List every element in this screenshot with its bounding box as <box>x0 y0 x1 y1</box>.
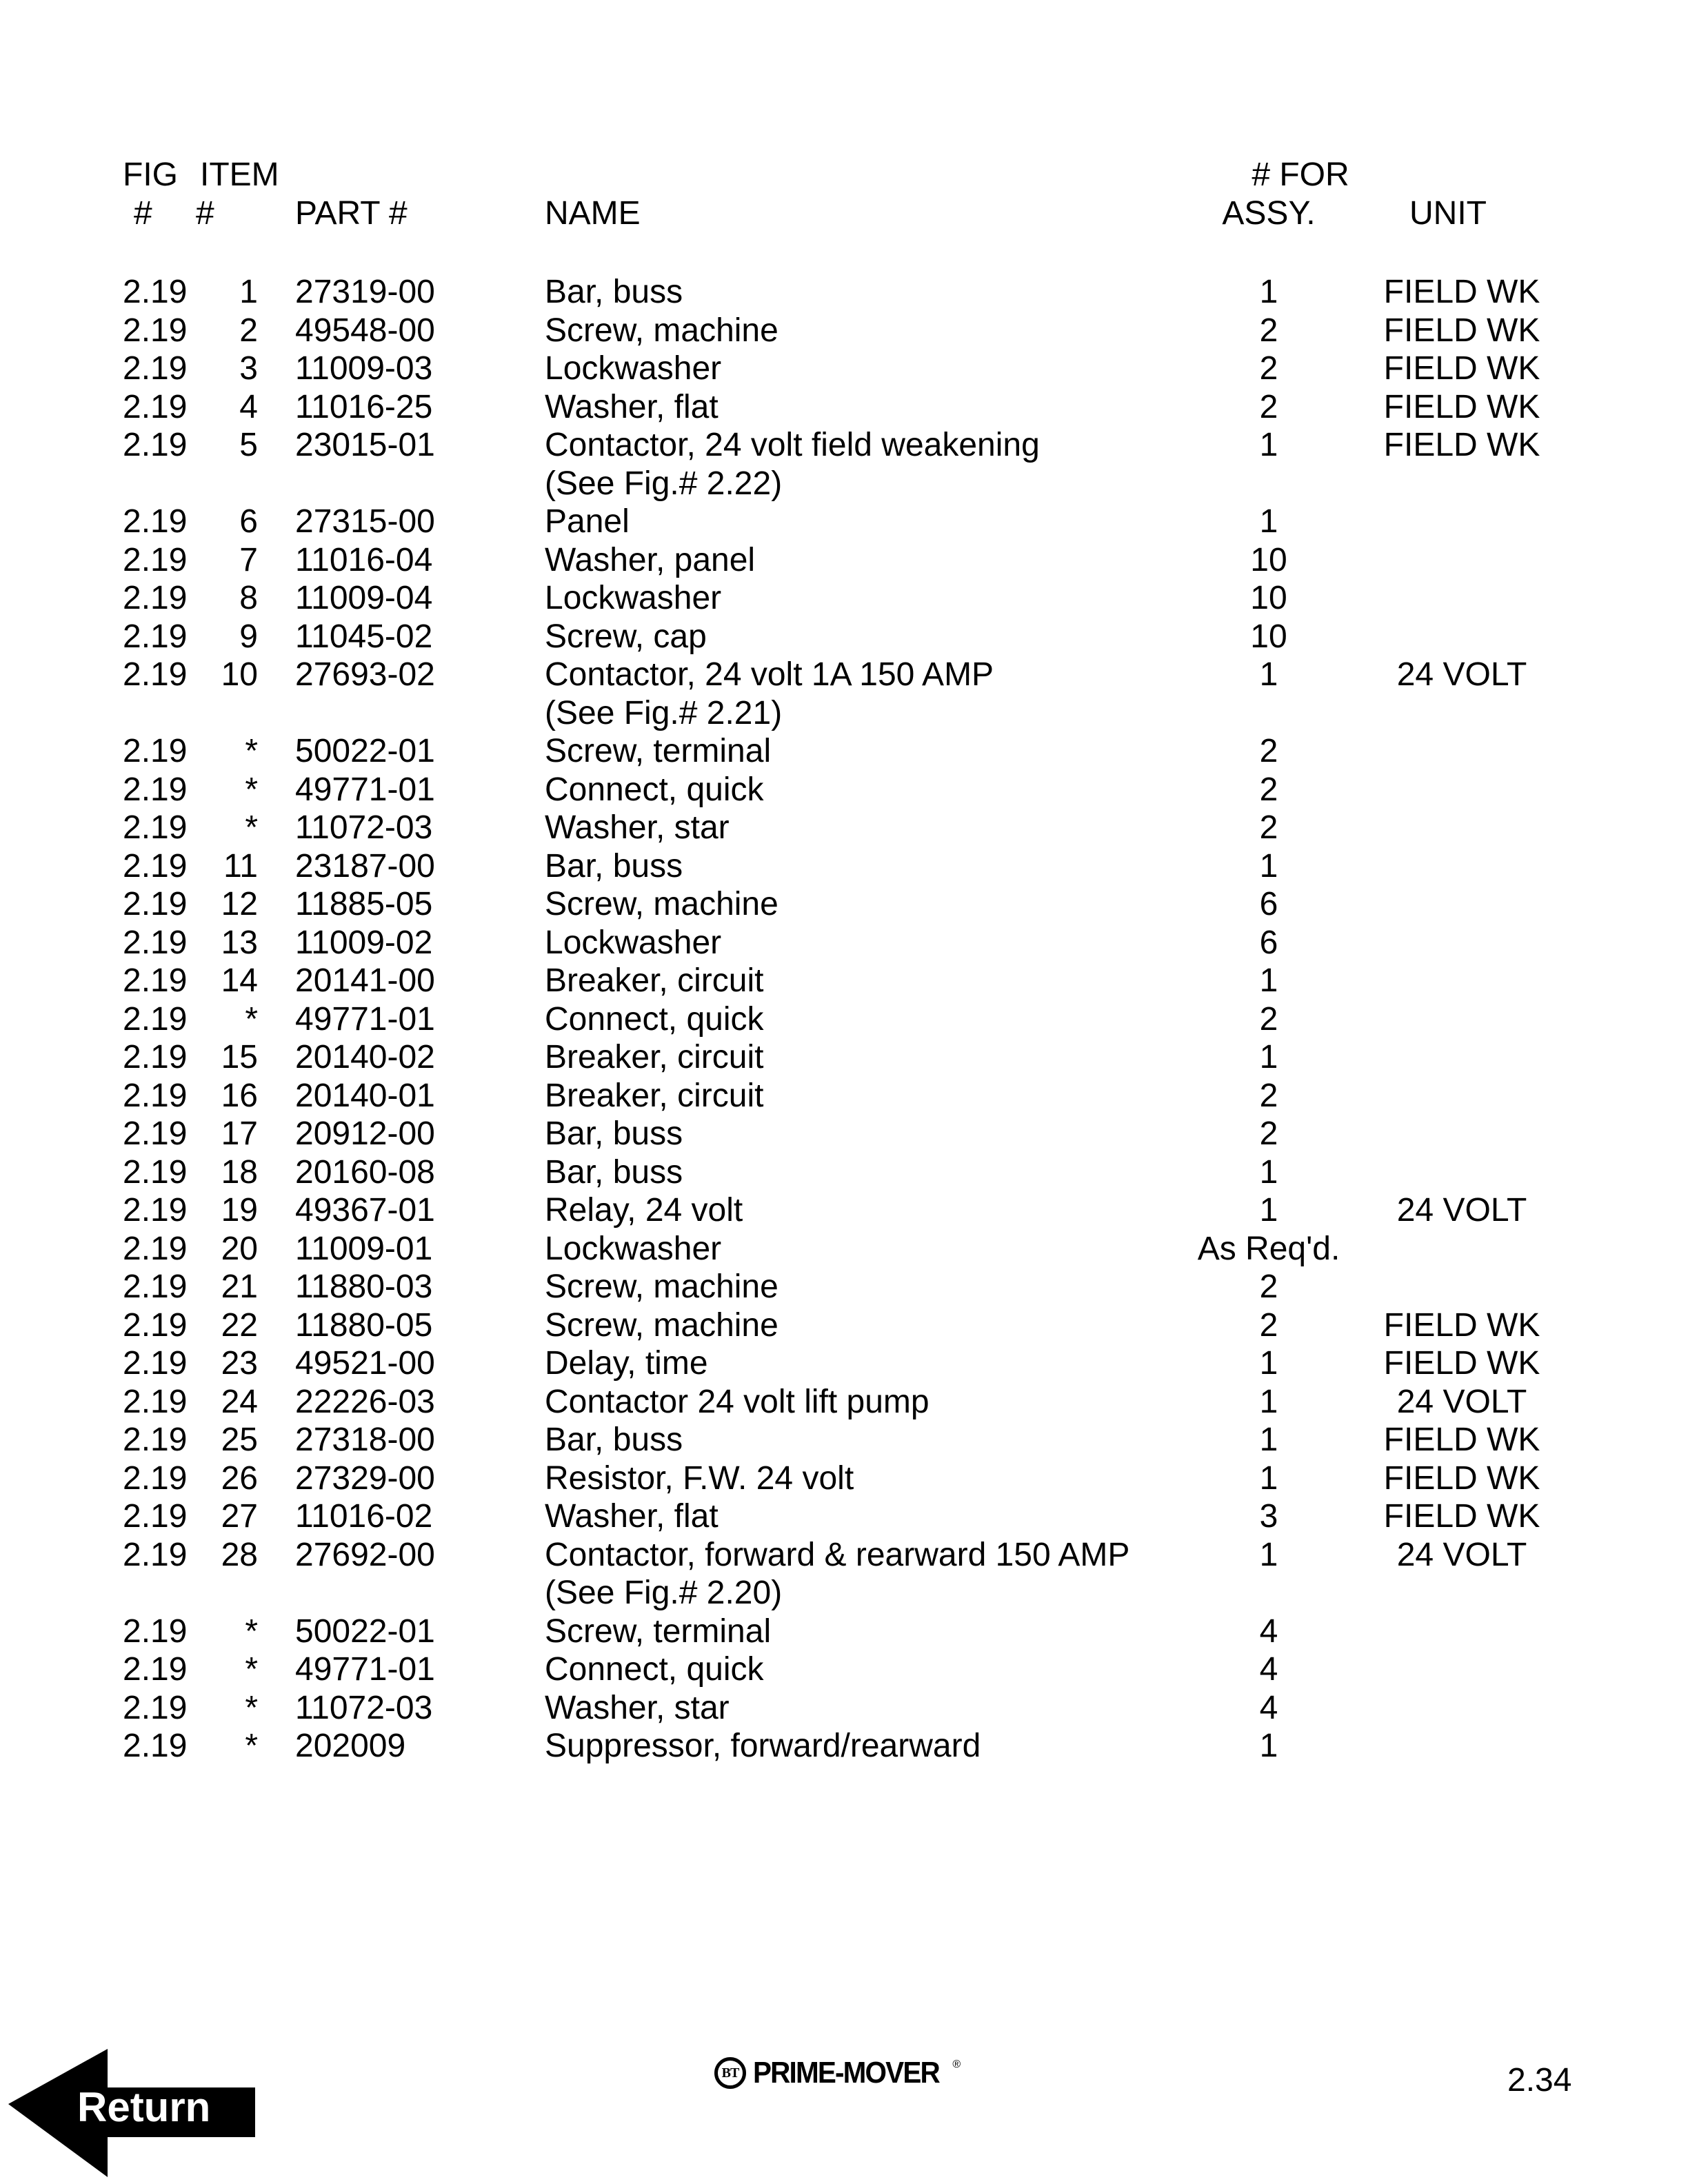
quantity-cell: 1 <box>1259 847 1278 884</box>
name-cell: Breaker, circuit <box>545 1039 764 1075</box>
name-cell: Screw, cap <box>545 618 707 655</box>
name-cell: Washer, star <box>545 809 730 846</box>
part-number-cell: 11885-05 <box>295 886 433 922</box>
part-number-cell: 11016-04 <box>295 541 433 578</box>
item-cell: 16 <box>221 1077 258 1114</box>
fig-cell: 2.19 <box>123 1689 188 1726</box>
name-cell: (See Fig.# 2.21) <box>545 694 783 731</box>
part-number-cell: 20912-00 <box>295 1115 435 1152</box>
name-cell: Breaker, circuit <box>545 1077 764 1114</box>
fig-cell: 2.19 <box>123 618 188 655</box>
quantity-cell: 6 <box>1259 886 1278 922</box>
fig-cell: 2.19 <box>123 580 188 616</box>
part-number-cell: 27329-00 <box>295 1459 435 1497</box>
table-row <box>0 1727 1688 1766</box>
unit-cell: FIELD WK <box>1383 388 1540 425</box>
unit-cell: FIELD WK <box>1383 1422 1540 1458</box>
fig-cell: 2.19 <box>123 1345 188 1382</box>
table-row <box>0 1536 1688 1575</box>
return-button[interactable] <box>6 2049 261 2177</box>
part-number-cell: 11009-01 <box>295 1230 433 1267</box>
quantity-cell: 2 <box>1259 733 1278 769</box>
name-cell: (See Fig.# 2.20) <box>545 1575 783 1611</box>
table-row <box>0 1191 1688 1230</box>
item-cell: * <box>245 1689 258 1726</box>
fig-cell: 2.19 <box>123 656 188 693</box>
item-cell: 27 <box>221 1498 258 1535</box>
quantity-cell: 1 <box>1259 1383 1278 1420</box>
item-cell: 8 <box>239 580 258 616</box>
quantity-cell: 1 <box>1259 656 1278 693</box>
item-cell: 5 <box>239 427 258 463</box>
header-item: ITEM <box>200 156 279 193</box>
name-cell: Relay, 24 volt <box>545 1192 743 1228</box>
name-cell: Washer, flat <box>545 388 719 425</box>
fig-cell: 2.19 <box>123 886 188 922</box>
name-cell: Bar, buss <box>545 274 683 310</box>
item-cell: 12 <box>221 886 258 922</box>
quantity-cell: 1 <box>1259 1536 1278 1573</box>
name-cell: (See Fig.# 2.22) <box>545 465 783 502</box>
name-cell: Screw, machine <box>545 312 778 349</box>
part-number-cell: 49771-01 <box>295 1000 435 1038</box>
quantity-cell: 2 <box>1259 1306 1278 1344</box>
header-part-number: PART # <box>295 195 408 232</box>
unit-cell: FIELD WK <box>1383 350 1540 387</box>
item-cell: * <box>245 1000 258 1038</box>
table-row <box>0 847 1688 886</box>
item-cell: 21 <box>221 1268 258 1305</box>
part-number-cell: 23015-01 <box>295 427 435 463</box>
table-row <box>0 1689 1688 1728</box>
item-cell: * <box>245 733 258 769</box>
part-number-cell: 11016-25 <box>295 388 433 425</box>
table-row <box>0 962 1688 1000</box>
fig-cell: 2.19 <box>123 1000 188 1038</box>
unit-cell: FIELD WK <box>1383 1498 1540 1535</box>
fig-cell: 2.19 <box>123 1651 188 1688</box>
item-cell: 17 <box>221 1115 258 1152</box>
part-number-cell: 11880-03 <box>295 1268 433 1305</box>
quantity-cell: 1 <box>1259 1192 1278 1228</box>
item-cell: 19 <box>221 1192 258 1228</box>
item-cell: 24 <box>221 1383 258 1420</box>
quantity-cell: 1 <box>1259 1345 1278 1382</box>
name-cell: Bar, buss <box>545 1422 683 1458</box>
fig-cell: 2.19 <box>123 1115 188 1152</box>
table-row <box>0 1383 1688 1422</box>
name-cell: Delay, time <box>545 1345 708 1382</box>
quantity-cell: 3 <box>1259 1498 1278 1535</box>
part-number-cell: 49521-00 <box>295 1345 435 1382</box>
quantity-cell: 1 <box>1259 1459 1278 1497</box>
header-name: NAME <box>545 195 641 232</box>
item-cell: 4 <box>239 388 258 425</box>
header-fig-number: # <box>134 195 152 232</box>
item-cell: 11 <box>223 847 258 884</box>
fig-cell: 2.19 <box>123 541 188 578</box>
table-row <box>0 1077 1688 1115</box>
table-row <box>0 618 1688 656</box>
table-row <box>0 1612 1688 1651</box>
quantity-cell: 2 <box>1259 312 1278 349</box>
fig-cell: 2.19 <box>123 924 188 961</box>
quantity-cell: 2 <box>1259 809 1278 846</box>
unit-cell: FIELD WK <box>1383 274 1540 310</box>
fig-cell: 2.19 <box>123 1498 188 1535</box>
unit-cell: FIELD WK <box>1383 1345 1540 1382</box>
quantity-cell: 6 <box>1259 924 1278 961</box>
return-label: Return <box>77 2084 211 2130</box>
table-row <box>0 541 1688 580</box>
name-cell: Resistor, F.W. 24 volt <box>545 1459 854 1497</box>
unit-cell: 24 VOLT <box>1396 1536 1527 1573</box>
quantity-cell: 2 <box>1259 350 1278 387</box>
quantity-cell: 10 <box>1250 580 1287 616</box>
fig-cell: 2.19 <box>123 274 188 310</box>
item-cell: 20 <box>221 1230 258 1267</box>
part-number-cell: 20140-02 <box>295 1039 435 1075</box>
name-cell: Connect, quick <box>545 771 764 808</box>
name-cell: Breaker, circuit <box>545 962 764 999</box>
name-cell: Lockwasher <box>545 924 722 961</box>
quantity-cell: 1 <box>1259 1039 1278 1075</box>
fig-cell: 2.19 <box>123 771 188 808</box>
table-row <box>0 1421 1688 1459</box>
unit-cell: FIELD WK <box>1383 1459 1540 1497</box>
fig-cell: 2.19 <box>123 388 188 425</box>
logo-text: PRIME-MOVER <box>753 2056 939 2090</box>
table-row <box>0 656 1688 694</box>
part-number-cell: 11009-02 <box>295 924 433 961</box>
part-number-cell: 49548-00 <box>295 312 435 349</box>
name-cell: Contactor, forward & rearward 150 AMP <box>545 1536 1130 1573</box>
quantity-cell: 1 <box>1259 427 1278 463</box>
fig-cell: 2.19 <box>123 1459 188 1497</box>
name-cell: Screw, machine <box>545 1268 778 1305</box>
table-row <box>0 809 1688 847</box>
quantity-cell: 2 <box>1259 388 1278 425</box>
fig-cell: 2.19 <box>123 1077 188 1114</box>
publication-date: AUGUST 1991 <box>123 2062 343 2099</box>
quantity-cell: 2 <box>1259 1115 1278 1152</box>
fig-cell: 2.19 <box>123 962 188 999</box>
item-cell: 25 <box>221 1422 258 1458</box>
table-row <box>0 1153 1688 1192</box>
part-number-cell: 11072-03 <box>295 809 433 846</box>
part-number-cell: 23187-00 <box>295 847 435 884</box>
part-number-cell: 49771-01 <box>295 1651 435 1688</box>
quantity-cell: As Req'd. <box>1197 1230 1340 1267</box>
name-cell: Bar, buss <box>545 847 683 884</box>
item-cell: 15 <box>221 1039 258 1075</box>
name-cell: Washer, star <box>545 1689 730 1726</box>
name-cell: Lockwasher <box>545 350 722 387</box>
table-row <box>0 885 1688 924</box>
item-cell: 13 <box>221 924 258 961</box>
header-fig: FIG <box>123 156 178 193</box>
unit-cell: 24 VOLT <box>1396 1192 1527 1228</box>
table-row <box>0 350 1688 388</box>
part-number-cell: 27318-00 <box>295 1422 435 1458</box>
table-row-continuation <box>0 1574 1688 1612</box>
fig-cell: 2.19 <box>123 427 188 463</box>
item-cell: * <box>245 1612 258 1650</box>
part-number-cell: 27315-00 <box>295 503 435 540</box>
unit-cell: FIELD WK <box>1383 1306 1540 1344</box>
item-cell: 1 <box>239 274 258 310</box>
name-cell: Screw, machine <box>545 1306 778 1344</box>
fig-cell: 2.19 <box>123 847 188 884</box>
name-cell: Contactor, 24 volt field weakening <box>545 427 1040 463</box>
quantity-cell: 1 <box>1259 274 1278 310</box>
table-row <box>0 1268 1688 1306</box>
item-cell: 23 <box>221 1345 258 1382</box>
table-row <box>0 1459 1688 1498</box>
table-row <box>0 1000 1688 1039</box>
part-number-cell: 20160-08 <box>295 1153 435 1191</box>
part-number-cell: 50022-01 <box>295 733 435 769</box>
table-row-continuation <box>0 465 1688 503</box>
table-row <box>0 1230 1688 1268</box>
part-number-cell: 27693-02 <box>295 656 435 693</box>
bt-logo-icon: BT <box>714 2057 746 2089</box>
name-cell: Connect, quick <box>545 1651 764 1688</box>
name-cell: Screw, terminal <box>545 1612 772 1650</box>
name-cell: Contactor 24 volt lift pump <box>545 1383 930 1420</box>
item-cell: 2 <box>239 312 258 349</box>
table-row <box>0 579 1688 618</box>
item-cell: 3 <box>239 350 258 387</box>
table-row <box>0 273 1688 312</box>
quantity-cell: 2 <box>1259 1268 1278 1305</box>
table-row <box>0 1038 1688 1077</box>
table-row <box>0 503 1688 541</box>
part-number-cell: 27692-00 <box>295 1536 435 1573</box>
item-cell: 10 <box>221 656 258 693</box>
name-cell: Screw, terminal <box>545 733 772 769</box>
part-number-cell: 22226-03 <box>295 1383 435 1420</box>
fig-cell: 2.19 <box>123 312 188 349</box>
quantity-cell: 2 <box>1259 771 1278 808</box>
fig-cell: 2.19 <box>123 1268 188 1305</box>
fig-cell: 2.19 <box>123 733 188 769</box>
quantity-cell: 10 <box>1250 541 1287 578</box>
name-cell: Washer, flat <box>545 1498 719 1535</box>
name-cell: Suppressor, forward/rearward <box>545 1728 981 1764</box>
table-row <box>0 1306 1688 1345</box>
registered-mark: ® <box>952 2059 961 2070</box>
item-cell: 7 <box>239 541 258 578</box>
table-row <box>0 771 1688 809</box>
fig-cell: 2.19 <box>123 1612 188 1650</box>
part-number-cell: 11880-05 <box>295 1306 433 1344</box>
unit-cell: FIELD WK <box>1383 427 1540 463</box>
page-number: 2.34 <box>1507 2062 1572 2099</box>
name-cell: Lockwasher <box>545 1230 722 1267</box>
fig-cell: 2.19 <box>123 503 188 540</box>
name-cell: Screw, machine <box>545 886 778 922</box>
item-cell: * <box>245 771 258 808</box>
unit-cell: 24 VOLT <box>1396 656 1527 693</box>
name-cell: Washer, panel <box>545 541 756 578</box>
part-number-cell: 50022-01 <box>295 1612 435 1650</box>
quantity-cell: 4 <box>1259 1689 1278 1726</box>
header-assy-line2: ASSY. <box>1222 195 1316 232</box>
unit-cell: FIELD WK <box>1383 312 1540 349</box>
fig-cell: 2.19 <box>123 1422 188 1458</box>
fig-cell: 2.19 <box>123 350 188 387</box>
fig-cell: 2.19 <box>123 1383 188 1420</box>
part-number-cell: 11016-02 <box>295 1498 433 1535</box>
part-number-cell: 11045-02 <box>295 618 433 655</box>
item-cell: 26 <box>221 1459 258 1497</box>
header-assy-line1: # FOR <box>1252 156 1349 193</box>
quantity-cell: 1 <box>1259 1422 1278 1458</box>
table-row <box>0 1344 1688 1383</box>
quantity-cell: 2 <box>1259 1000 1278 1038</box>
part-number-cell: 20141-00 <box>295 962 435 999</box>
part-number-cell: 11009-04 <box>295 580 433 616</box>
item-cell: 14 <box>221 962 258 999</box>
part-number-cell: 20140-01 <box>295 1077 435 1114</box>
header-item-number: # <box>196 195 214 232</box>
prime-mover-logo <box>714 2056 961 2090</box>
table-row <box>0 732 1688 771</box>
item-cell: 22 <box>221 1306 258 1344</box>
fig-cell: 2.19 <box>123 1192 188 1228</box>
quantity-cell: 4 <box>1259 1651 1278 1688</box>
table-row <box>0 1650 1688 1689</box>
table-row-continuation <box>0 694 1688 733</box>
name-cell: Bar, buss <box>545 1115 683 1152</box>
quantity-cell: 1 <box>1259 503 1278 540</box>
parts-table <box>0 273 1688 1766</box>
table-row <box>0 1115 1688 1153</box>
part-number-cell: 49771-01 <box>295 771 435 808</box>
part-number-cell: 11072-03 <box>295 1689 433 1726</box>
fig-cell: 2.19 <box>123 1536 188 1573</box>
fig-cell: 2.19 <box>123 809 188 846</box>
fig-cell: 2.19 <box>123 1230 188 1267</box>
quantity-cell: 1 <box>1259 1153 1278 1191</box>
table-row <box>0 1497 1688 1536</box>
part-number-cell: 27319-00 <box>295 274 435 310</box>
part-number-cell: 11009-03 <box>295 350 433 387</box>
item-cell: * <box>245 1651 258 1688</box>
item-cell: 9 <box>239 618 258 655</box>
quantity-cell: 1 <box>1259 962 1278 999</box>
quantity-cell: 1 <box>1259 1728 1278 1764</box>
name-cell: Lockwasher <box>545 580 722 616</box>
unit-cell: 24 VOLT <box>1396 1383 1527 1420</box>
name-cell: Panel <box>545 503 630 540</box>
name-cell: Contactor, 24 volt 1A 150 AMP <box>545 656 994 693</box>
part-number-cell: 202009 <box>295 1728 406 1764</box>
table-row <box>0 312 1688 350</box>
fig-cell: 2.19 <box>123 1039 188 1075</box>
item-cell: * <box>245 1728 258 1764</box>
quantity-cell: 10 <box>1250 618 1287 655</box>
header-unit: UNIT <box>1409 195 1487 232</box>
fig-cell: 2.19 <box>123 1728 188 1764</box>
table-row <box>0 924 1688 962</box>
table-row <box>0 426 1688 465</box>
item-cell: 18 <box>221 1153 258 1191</box>
name-cell: Connect, quick <box>545 1000 764 1038</box>
fig-cell: 2.19 <box>123 1153 188 1191</box>
name-cell: Bar, buss <box>545 1153 683 1191</box>
fig-cell: 2.19 <box>123 1306 188 1344</box>
quantity-cell: 2 <box>1259 1077 1278 1114</box>
item-cell: * <box>245 809 258 846</box>
table-row <box>0 388 1688 427</box>
item-cell: 28 <box>221 1536 258 1573</box>
item-cell: 6 <box>239 503 258 540</box>
part-number-cell: 49367-01 <box>295 1192 435 1228</box>
quantity-cell: 4 <box>1259 1612 1278 1650</box>
